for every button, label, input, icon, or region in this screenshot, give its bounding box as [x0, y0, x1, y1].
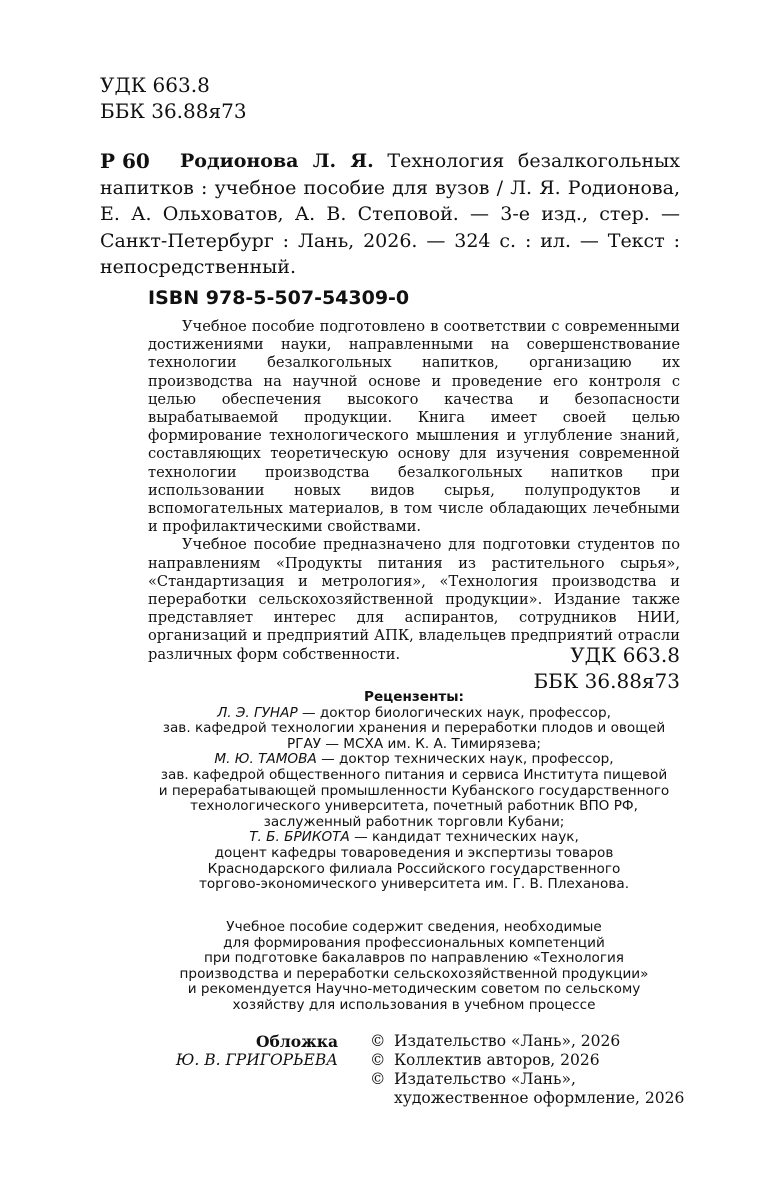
reviewer-degree: — доктор биологических наук, профессор,: [297, 704, 611, 721]
cover-credit: [148, 1032, 338, 1070]
reviewers-block: [148, 690, 680, 893]
copyright-text: Издательство «Лань»,: [394, 1070, 576, 1088]
reviewer-line: технологического университета, почетный работник ВПО РФ,: [190, 798, 638, 815]
copyright-line: [370, 1070, 690, 1089]
reviewer-line: доцент кафедры товароведения и экспертизы товаров: [214, 844, 614, 861]
copyright-icon: ©: [370, 1051, 386, 1069]
reviewers-title: Рецензенты:: [364, 689, 464, 705]
reviewer-line: [148, 830, 680, 846]
udk-code: УДК 663.8: [570, 643, 680, 667]
recommendation-line: производства и переработки сельскохозяйственной продукции»: [179, 965, 649, 982]
copyright-icon: ©: [370, 1070, 386, 1088]
copyright-icon: ©: [370, 1032, 386, 1050]
bbk-code: ББК 36.88я73: [100, 99, 247, 123]
copyright-text-continuation: художественное оформление, 2026: [394, 1089, 685, 1107]
recommendation-block: [148, 920, 680, 1014]
reviewer-line: заслуженный работник торговли Кубани;: [263, 813, 565, 830]
reviewer-line: торгово-экономического университета им. Г. В. Плеханова.: [198, 876, 630, 893]
author-sign: Р 60: [100, 149, 150, 173]
copyright-line: [370, 1051, 690, 1070]
recommendation-line: при подготовке бакалавров по направлению «Технология: [204, 950, 624, 967]
reviewer-name: М. Ю. ТАМОВА: [214, 751, 317, 768]
reviewer-line: Краснодарского филиала Российского государственного: [207, 860, 621, 877]
recommendation-line: и рекомендуется Научно-методическим советом по сельскому: [187, 981, 641, 998]
reviewer-line: зав. кафедрой технологии хранения и переработки плодов и овощей: [162, 720, 666, 737]
isbn: ISBN 978-5-507-54309-0: [148, 287, 410, 309]
reviewer-degree: — кандидат технических наук,: [349, 829, 579, 846]
bbk-code: ББК 36.88я73: [533, 669, 680, 693]
reviewer-line: и перерабатывающей промышленности Кубанского государственного: [158, 782, 670, 799]
reviewer-line: [148, 706, 680, 722]
classification-codes-bottom: [533, 642, 680, 694]
annotation-paragraph: Учебное пособие подготовлено в соответствии с современными достижениями науки, направленными на совершенствование технологии безалкогольных напитков, организацию их производства на научной основе и проведение его контроля с целью обеспечения высокого качества и безопасности вырабатываемой продукции. Книга имеет своей целью формирование технологического мышления и углубление знаний, составляющих теоретическую основу для изучения современной технологии производства безалкогольных напитков при использовании новых видов сырья, полупродуктов и вспомогательных материалов, в том числе обладающих лечебными и профилактическими свойствами.: [148, 318, 680, 536]
copyright-text: Коллектив авторов, 2026: [394, 1051, 600, 1069]
cover-label: Обложка: [256, 1032, 338, 1051]
classification-codes-top: [100, 72, 247, 124]
copyright-block: [370, 1032, 690, 1108]
copyright-text: Издательство «Лань», 2026: [394, 1032, 621, 1050]
recommendation-line: для формирования профессиональных компетенций: [223, 934, 605, 951]
udk-code: УДК 663.8: [100, 73, 210, 97]
reviewer-degree: — доктор технических наук, профессор,: [316, 751, 614, 768]
annotation: [148, 318, 680, 664]
annotation-paragraph: Учебное пособие предназначено для подготовки студентов по направлениям «Продукты питания из растительного сырья», «Стандартизация и метрология», «Технология производства и переработки сельскохозяйственной продукции». Издание также представляет интерес для аспирантов, сотрудников НИИ, организаций и предприятий АПК, владельцев предприятий отрасли различных форм собственности.: [148, 536, 680, 663]
reviewer-name: Л. Э. ГУНАР: [217, 704, 298, 721]
reviewer-line: РГАУ — МСХА им. К. А. Тимирязева;: [287, 735, 541, 752]
bibliographic-description: [100, 148, 680, 281]
entry-author: Родионова Л. Я.: [180, 150, 374, 172]
recommendation-line: хозяйству для использования в учебном процессе: [232, 996, 596, 1013]
reviewer-line: зав. кафедрой общественного питания и сервиса Института пищевой: [160, 766, 668, 783]
cover-designer: Ю. В. ГРИГОРЬЕВА: [175, 1051, 338, 1069]
reviewer-line: [148, 752, 680, 768]
entry-description: Технология безалкогольных напитков : учебное пособие для вузов / Л. Я. Родионова, Е. А. Ольховатов, А. В. Степовой. — 3-е изд., стер. — Санкт-Петербург : Лань, 2026. — 324 с. : ил. — Текст : непосредственный.: [100, 150, 680, 278]
copyright-line: [370, 1032, 690, 1051]
recommendation-line: Учебное пособие содержит сведения, необходимые: [226, 919, 602, 935]
reviewer-name: Т. Б. БРИКОТА: [249, 829, 350, 846]
